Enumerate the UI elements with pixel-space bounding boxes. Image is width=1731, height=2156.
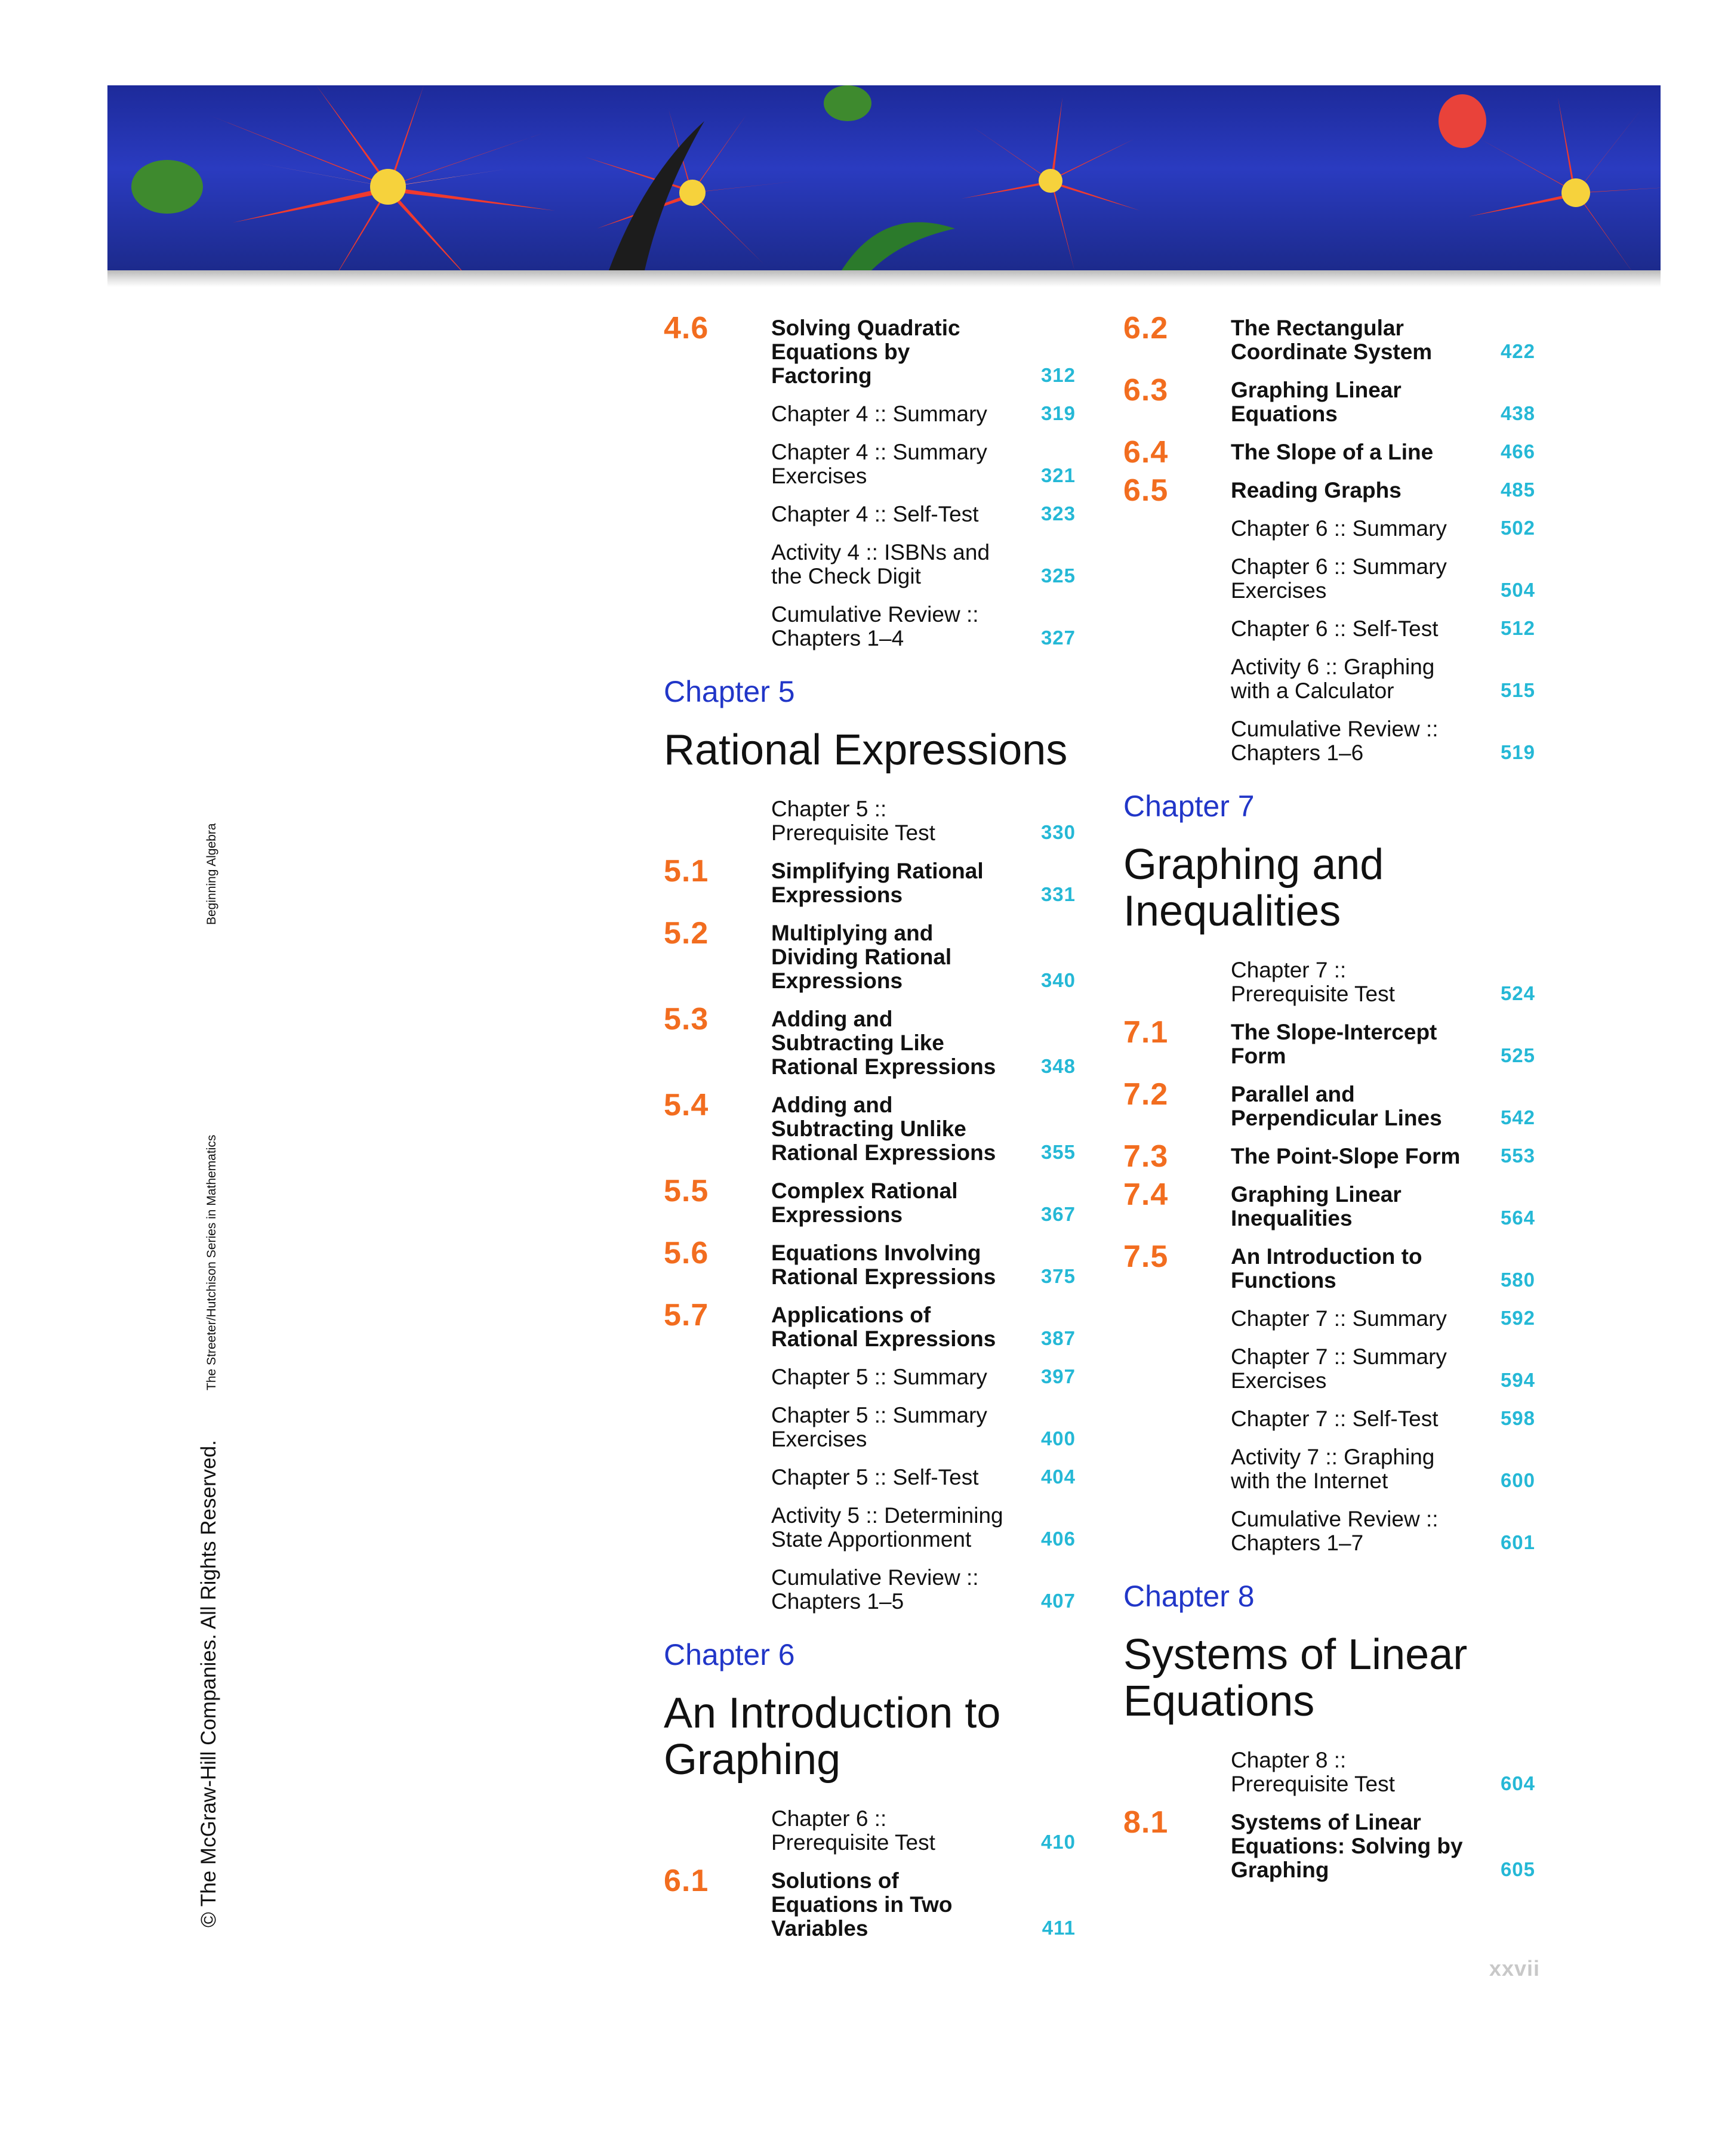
entry-title: Chapter 4 :: Summary Exercises	[771, 440, 987, 488]
toc-entry-5-4[interactable]	[664, 1088, 1076, 1165]
toc-entry[interactable]	[1123, 958, 1535, 1006]
entry-title: Activity 6 :: Graphing with a Calculator	[1231, 655, 1435, 703]
page-number: 592	[1500, 1307, 1535, 1329]
entry-title: Chapter 6 :: Prerequisite Test	[771, 1806, 935, 1855]
page-number: 325	[1040, 565, 1076, 587]
section-title: Adding and Subtracting Unlike Rational Expressions	[771, 1093, 996, 1165]
toc-entry[interactable]	[664, 402, 1076, 426]
toc-entry[interactable]	[664, 541, 1076, 588]
copyright-text: © The McGraw-Hill Companies. All Rights Reserved.	[197, 1440, 220, 1927]
page-number: 331	[1040, 883, 1076, 905]
section-number: 7.1	[1123, 1015, 1169, 1050]
page-number: 504	[1500, 579, 1535, 601]
section-number: 7.5	[1123, 1239, 1169, 1274]
toc-entry-6-4[interactable]	[1123, 435, 1535, 470]
banner-shadow	[107, 270, 1661, 287]
page-number: 519	[1500, 741, 1535, 763]
page-number: 604	[1500, 1772, 1535, 1794]
toc-entry[interactable]	[1123, 1407, 1535, 1431]
section-number: 5.1	[664, 854, 709, 889]
page-number: 375	[1040, 1265, 1076, 1287]
entry-title: Cumulative Review :: Chapters 1–6	[1231, 717, 1439, 765]
section-title: The Slope of a Line	[1231, 440, 1434, 464]
toc-entry[interactable]	[1123, 517, 1535, 541]
page-number: 404	[1040, 1466, 1076, 1488]
chapter-label[interactable]: Chapter 6	[664, 1638, 795, 1671]
toc-entry[interactable]	[1123, 555, 1535, 603]
entry-title: Chapter 8 :: Prerequisite Test	[1231, 1748, 1395, 1796]
flower-banner-image	[107, 85, 1661, 270]
page-number: 387	[1040, 1327, 1076, 1349]
page-number: 580	[1500, 1269, 1535, 1291]
chapter-title[interactable]: Systems of Linear Equations	[1123, 1631, 1468, 1725]
page-number: 512	[1500, 617, 1535, 639]
page-number: 367	[1040, 1203, 1076, 1225]
section-title: Systems of Linear Equations: Solving by Graphing	[1231, 1810, 1463, 1882]
page-number: 411	[1042, 1917, 1076, 1939]
toc-entry-5-5[interactable]	[664, 1174, 1076, 1227]
toc-entry[interactable]	[664, 797, 1076, 845]
chapter-title[interactable]: Graphing and Inequalities	[1123, 841, 1384, 935]
page-number: 330	[1040, 821, 1076, 843]
page-number: 397	[1040, 1365, 1076, 1387]
chapter-label[interactable]: Chapter 8	[1123, 1580, 1255, 1613]
section-title: Applications of Rational Expressions	[771, 1303, 996, 1351]
toc-entry[interactable]	[1123, 1307, 1535, 1331]
toc-entry[interactable]	[664, 1466, 1076, 1489]
section-title: Solutions of Equations in Two Variables	[771, 1868, 953, 1941]
page-number: 601	[1500, 1531, 1535, 1553]
section-title: The Rectangular Coordinate System	[1231, 316, 1433, 364]
page-number: 542	[1500, 1106, 1535, 1128]
toc-entry-5-6[interactable]	[664, 1236, 1076, 1289]
section-number: 6.3	[1123, 373, 1169, 408]
toc-entry[interactable]	[664, 1566, 1076, 1614]
page-number: 319	[1040, 402, 1076, 424]
toc-entry-4-6[interactable]	[664, 311, 1076, 388]
page-number: 355	[1040, 1141, 1076, 1163]
page-number: 406	[1040, 1528, 1076, 1550]
page-folio: xxvii	[1489, 1956, 1540, 1981]
toc-entry[interactable]	[1123, 1345, 1535, 1393]
page-number: 525	[1500, 1044, 1535, 1066]
toc-entry-6-1[interactable]	[664, 1864, 1076, 1941]
page-number: 502	[1500, 517, 1535, 539]
section-number: 5.2	[664, 916, 709, 951]
page-number: 594	[1500, 1369, 1535, 1391]
section-title: The Slope-Intercept Form	[1231, 1020, 1437, 1068]
page-number: 312	[1040, 364, 1076, 386]
entry-title: Chapter 4 :: Self-Test	[771, 502, 979, 526]
copyright-sidebar	[197, 823, 221, 1927]
toc-entry-5-7[interactable]	[664, 1298, 1076, 1351]
page-number: 410	[1040, 1831, 1076, 1853]
toc-entry[interactable]	[1123, 717, 1535, 765]
page-number: 524	[1500, 982, 1535, 1004]
page-number: 515	[1500, 679, 1535, 701]
entry-title: Chapter 5 :: Summary Exercises	[771, 1403, 987, 1451]
page-number: 605	[1500, 1858, 1535, 1880]
section-number: 8.1	[1123, 1805, 1169, 1840]
toc-entry-7-3[interactable]	[1123, 1139, 1535, 1174]
section-number: 7.3	[1123, 1139, 1169, 1174]
section-number: 5.7	[664, 1298, 709, 1333]
entry-title: Chapter 7 :: Self-Test	[1231, 1407, 1439, 1431]
toc-entry-6-2[interactable]	[1123, 311, 1535, 364]
toc-entry[interactable]	[664, 1365, 1076, 1389]
section-title: Equations Involving Rational Expressions	[771, 1241, 996, 1289]
entry-title: Cumulative Review :: Chapters 1–4	[771, 602, 979, 650]
entry-title: Activity 4 :: ISBNs and the Check Digit	[771, 540, 990, 588]
page-number: 407	[1040, 1590, 1076, 1612]
section-title: Graphing Linear Inequalities	[1231, 1182, 1402, 1230]
section-title: Reading Graphs	[1231, 478, 1402, 502]
section-number: 5.3	[664, 1002, 709, 1037]
page-number: 600	[1500, 1469, 1535, 1491]
page-number: 598	[1500, 1407, 1535, 1429]
toc-entry-6-3[interactable]	[1123, 373, 1535, 426]
section-number: 6.5	[1123, 473, 1169, 508]
toc-entry-7-5[interactable]	[1123, 1239, 1535, 1293]
entry-title: Chapter 5 :: Self-Test	[771, 1465, 979, 1489]
entry-title: Chapter 6 :: Self-Test	[1231, 616, 1439, 641]
section-title: Parallel and Perpendicular Lines	[1231, 1082, 1442, 1130]
entry-title: Chapter 5 :: Summary	[771, 1365, 987, 1389]
toc-entry-6-5[interactable]	[1123, 473, 1535, 508]
toc-entry[interactable]	[1123, 1445, 1535, 1493]
toc-entry[interactable]	[664, 1807, 1076, 1855]
page-number: 321	[1040, 464, 1076, 486]
toc-entry[interactable]	[1123, 1748, 1535, 1796]
section-title: An Introduction to Functions	[1231, 1244, 1422, 1293]
toc-entry[interactable]	[664, 1404, 1076, 1451]
entry-title: Cumulative Review :: Chapters 1–5	[771, 1565, 979, 1614]
section-number: 7.2	[1123, 1077, 1169, 1112]
entry-title: Chapter 5 :: Prerequisite Test	[771, 797, 935, 845]
entry-title: Cumulative Review :: Chapters 1–7	[1231, 1507, 1439, 1555]
toc-entry[interactable]	[664, 440, 1076, 488]
section-number: 6.1	[664, 1864, 709, 1898]
entry-title: Chapter 6 :: Summary	[1231, 516, 1447, 541]
page-number: 348	[1040, 1055, 1076, 1077]
section-title: Graphing Linear Equations	[1231, 378, 1402, 426]
page-number: 438	[1500, 402, 1535, 424]
book-title-text: Beginning Algebra	[205, 823, 218, 925]
toc-entry-7-1[interactable]	[1123, 1015, 1535, 1068]
chapter-title[interactable]: An Introduction to Graphing	[664, 1689, 1001, 1784]
section-number: 5.6	[664, 1236, 709, 1270]
section-number: 7.4	[1123, 1177, 1169, 1212]
entry-title: Activity 5 :: Determining State Apportionment	[771, 1503, 1003, 1552]
toc-column-right	[1123, 311, 1535, 1882]
toc-entry-8-1[interactable]	[1123, 1805, 1535, 1882]
section-number: 6.2	[1123, 311, 1169, 346]
section-number: 5.5	[664, 1174, 709, 1208]
page-number: 553	[1500, 1145, 1535, 1167]
entry-title: Chapter 7 :: Summary	[1231, 1306, 1447, 1331]
toc-entry-5-2[interactable]	[664, 916, 1076, 993]
entry-title: Activity 7 :: Graphing with the Internet	[1231, 1445, 1435, 1493]
chapter-label[interactable]: Chapter 5	[664, 675, 795, 708]
page-number: 564	[1500, 1207, 1535, 1229]
page-number: 400	[1040, 1427, 1076, 1449]
page-number: 323	[1040, 502, 1076, 525]
section-number: 6.4	[1123, 435, 1169, 470]
series-text: The Streeter/Hutchison Series in Mathematics	[205, 1134, 218, 1390]
section-title: Simplifying Rational Expressions	[771, 859, 984, 907]
section-title: Solving Quadratic Equations by Factoring	[771, 316, 960, 388]
toc-entry[interactable]	[1123, 655, 1535, 703]
page-number: 485	[1500, 479, 1535, 501]
section-title: Complex Rational Expressions	[771, 1179, 958, 1227]
toc-entry[interactable]	[664, 502, 1076, 526]
toc-column-left	[664, 311, 1076, 1941]
section-title: Multiplying and Dividing Rational Expressions	[771, 921, 952, 993]
flower-banner-icon	[107, 85, 1661, 270]
page-number: 327	[1040, 627, 1076, 649]
section-title: Adding and Subtracting Like Rational Expressions	[771, 1007, 996, 1079]
page-number: 340	[1040, 969, 1076, 991]
entry-title: Chapter 6 :: Summary Exercises	[1231, 554, 1447, 603]
toc-entry-5-1[interactable]	[664, 854, 1076, 907]
toc-entry[interactable]	[1123, 617, 1535, 641]
section-title: The Point-Slope Form	[1231, 1144, 1461, 1168]
toc-entry[interactable]	[664, 1504, 1076, 1552]
section-number: 5.4	[664, 1088, 709, 1122]
chapter-title[interactable]: Rational Expressions	[664, 726, 1068, 774]
entry-title: Chapter 7 :: Summary Exercises	[1231, 1344, 1447, 1393]
toc-entry[interactable]	[1123, 1507, 1535, 1555]
entry-title: Chapter 7 :: Prerequisite Test	[1231, 958, 1395, 1006]
entry-title: Chapter 4 :: Summary	[771, 402, 987, 426]
toc-entry[interactable]	[664, 603, 1076, 650]
page-number: 422	[1500, 340, 1535, 362]
toc-entry-5-3[interactable]	[664, 1002, 1076, 1079]
chapter-label[interactable]: Chapter 7	[1123, 789, 1255, 823]
toc-entry-7-2[interactable]	[1123, 1077, 1535, 1130]
toc-entry-7-4[interactable]	[1123, 1177, 1535, 1230]
page-number: 466	[1500, 440, 1535, 462]
section-number: 4.6	[664, 311, 709, 346]
